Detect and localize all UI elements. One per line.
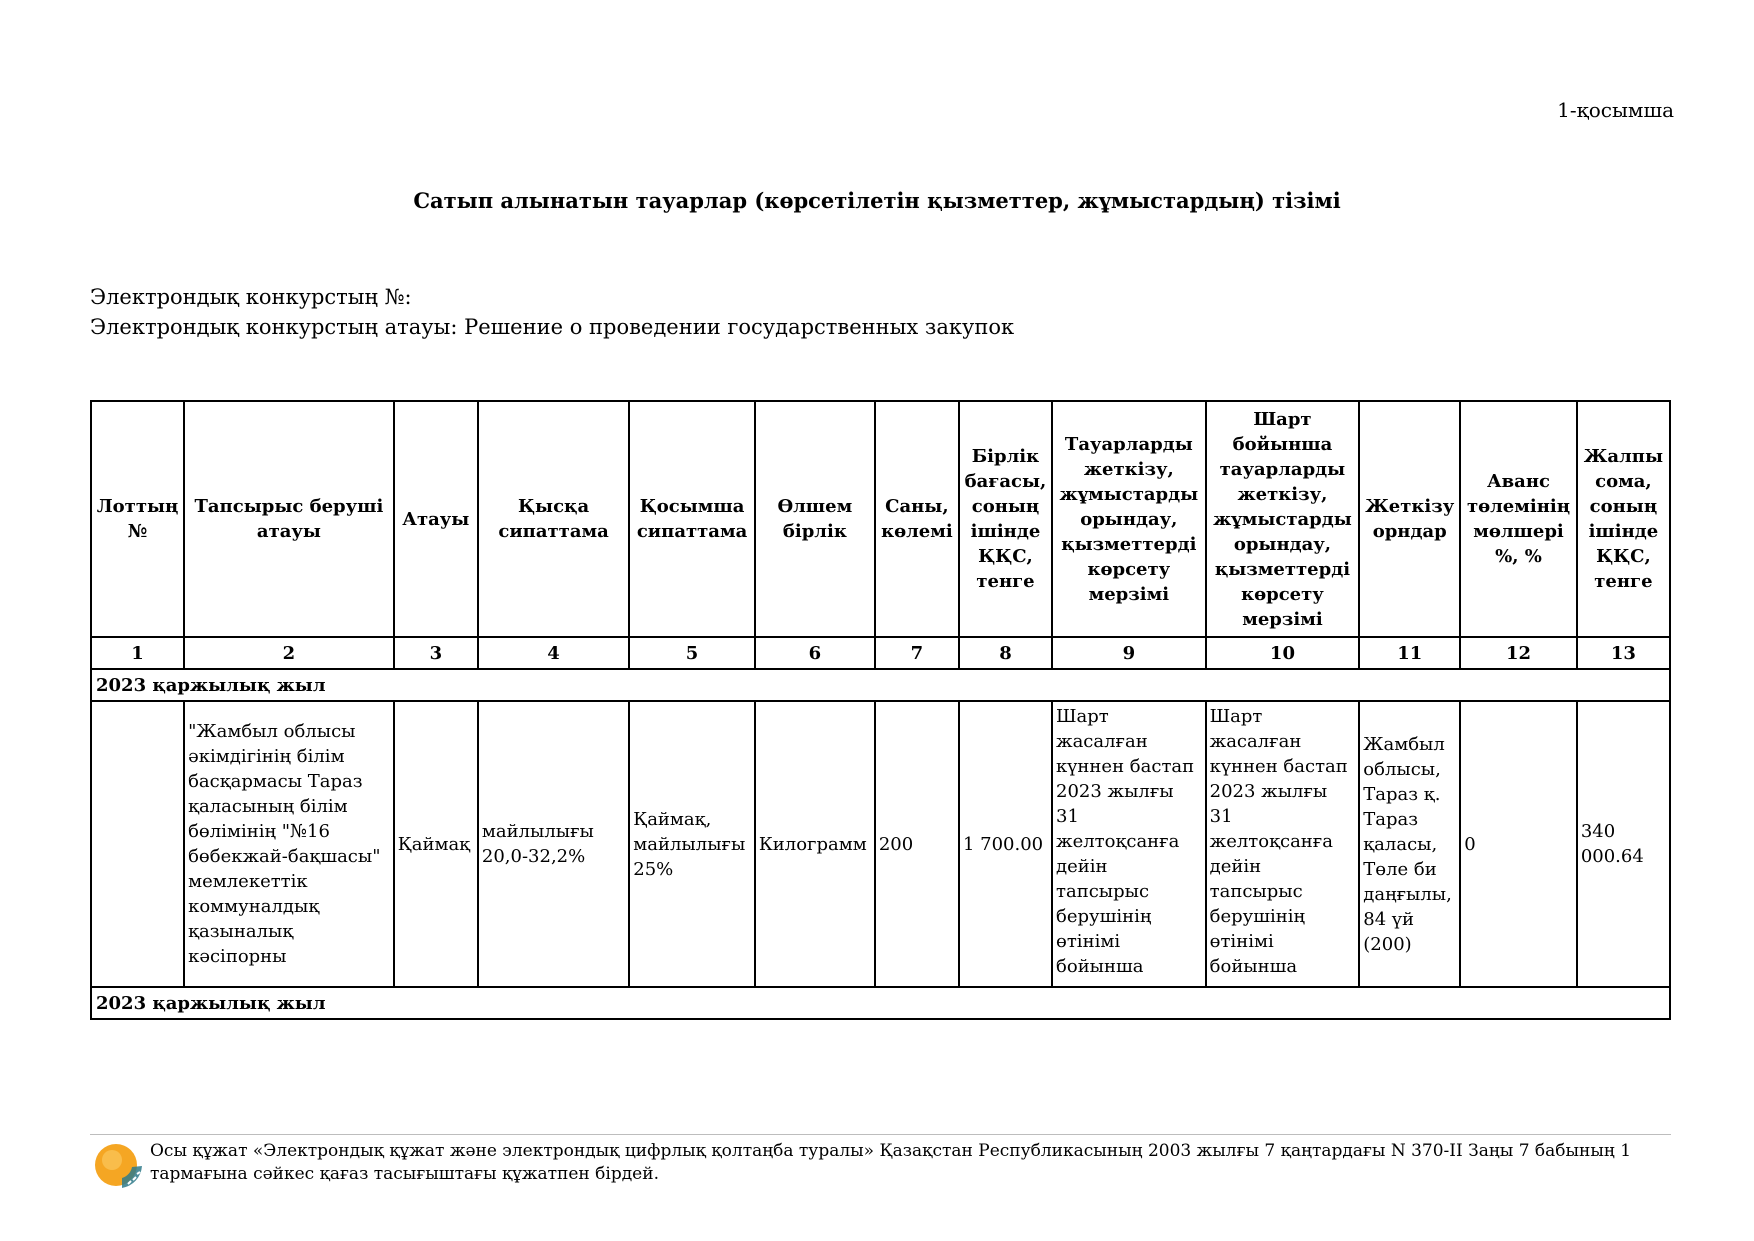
footer-legal-note: Осы құжат «Электрондық құжат және электрондық цифрлық қолтаңба туралы» Қазақстан Республикасының 2003 жылғы 7 қаңтардағы N 370-II Заңы 7 бабының 1 тармағына сәйкес қағаз тасығыштағы құжатпен бірдей. [150, 1141, 1632, 1184]
column-number-row [91, 637, 1670, 669]
header-total-sum: Жалпы сома, соның ішінде ҚҚС, тенге [1577, 401, 1670, 637]
cell-advance-percent: 0 [1460, 701, 1577, 987]
contest-number: Электрондық конкурстың №: [90, 285, 412, 309]
year-row-bottom [91, 987, 1670, 1019]
header-short-description: Қысқа сипаттама [478, 401, 629, 637]
header-customer: Тапсырыс беруші атауы [184, 401, 394, 637]
fiscal-year-label: 2023 қаржылық жыл [91, 987, 1670, 1019]
cell-short-description: майлылығы 20,0-32,2% [478, 701, 629, 987]
header-name: Атауы [394, 401, 478, 637]
cell-customer: "Жамбыл облысы әкімдігінің білім басқармасы Тараз қаласының білім бөлімінің "№16 бөбекжай-бақшасы" мемлекеттік коммуналдық қазыналық кәсіпорны [184, 701, 394, 987]
document-title: Сатып алынатын тауарлар (көрсетілетін қызметтер, жұмыстардың) тізімі [413, 188, 1341, 213]
column-number: 8 [959, 637, 1052, 669]
cell-unit: Килограмм [755, 701, 875, 987]
egov-seal-icon [92, 1140, 144, 1192]
cell-total-sum: 340 000.64 [1577, 701, 1670, 987]
table-row [91, 701, 1670, 987]
table-header-row [91, 401, 1670, 637]
column-number: 4 [478, 637, 629, 669]
header-quantity: Саны, көлемі [875, 401, 959, 637]
header-advance-percent: Аванс төлемінің мөлшері %, % [1460, 401, 1577, 637]
column-number: 5 [629, 637, 755, 669]
column-number: 7 [875, 637, 959, 669]
contest-info [90, 282, 1014, 342]
cell-contract-delivery-term: Шарт жасалған күннен бастап 2023 жылғы 31 желтоқсанға дейін тапсырыс берушінің өтінімі бойынша [1206, 701, 1360, 987]
header-lot-number: Лоттың № [91, 401, 184, 637]
column-number: 3 [394, 637, 478, 669]
cell-name: Қаймақ [394, 701, 478, 987]
header-unit: Өлшем бірлік [755, 401, 875, 637]
fiscal-year-label: 2023 қаржылық жыл [91, 669, 1670, 701]
column-number: 1 [91, 637, 184, 669]
column-number: 11 [1359, 637, 1460, 669]
header-additional-description: Қосымша сипаттама [629, 401, 755, 637]
header-delivery-term: Тауарларды жеткізу, жұмыстарды орындау, қызметтерді көрсету мерзімі [1052, 401, 1206, 637]
header-delivery-place: Жеткізу орндар [1359, 401, 1460, 637]
header-contract-delivery-term: Шарт бойынша тауарларды жеткізу, жұмыстарды орындау, қызметтерді көрсету мерзімі [1206, 401, 1360, 637]
column-number: 9 [1052, 637, 1206, 669]
year-row-top [91, 669, 1670, 701]
cell-delivery-term: Шарт жасалған күннен бастап 2023 жылғы 31 желтоқсанға дейін тапсырыс берушінің өтінімі бойынша [1052, 701, 1206, 987]
cell-unit-price: 1 700.00 [959, 701, 1052, 987]
cell-delivery-place: Жамбыл облысы, Тараз қ. Тараз қаласы, Төле би даңғылы, 84 үй (200) [1359, 701, 1460, 987]
footer-divider [90, 1134, 1671, 1135]
column-number: 6 [755, 637, 875, 669]
appendix-label: 1-қосымша [1557, 98, 1674, 122]
column-number: 10 [1206, 637, 1360, 669]
header-unit-price: Бірлік бағасы, соның ішінде ҚҚС, тенге [959, 401, 1052, 637]
column-number: 13 [1577, 637, 1670, 669]
cell-lot-number [91, 701, 184, 987]
cell-additional-description: Қаймақ, майлылығы 25% [629, 701, 755, 987]
lots-table [90, 400, 1671, 1020]
contest-name: Электрондық конкурстың атауы: Решение о проведении государственных закупок [90, 315, 1015, 339]
cell-quantity: 200 [875, 701, 959, 987]
column-number: 12 [1460, 637, 1577, 669]
column-number: 2 [184, 637, 394, 669]
